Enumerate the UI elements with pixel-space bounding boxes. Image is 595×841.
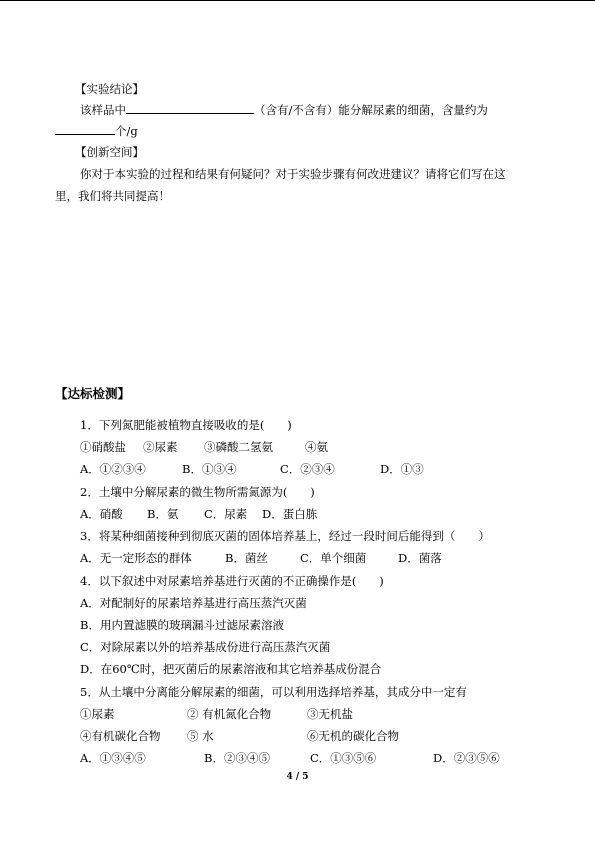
q5-item-1: ①尿素 bbox=[80, 707, 115, 721]
q5-item-4: ④有机碳化合物 bbox=[80, 729, 161, 743]
conclusion-line-1 bbox=[80, 102, 488, 117]
q4-option-a: A．对配制好的尿素培养基进行高压蒸汽灭菌 bbox=[80, 596, 307, 610]
q5-item-6: ⑥无机的碳化合物 bbox=[307, 729, 399, 743]
q2-option-b: B．氨 bbox=[147, 507, 179, 521]
conclusion-heading: 【实验结论】 bbox=[75, 82, 144, 96]
q3-option-d: D．菌落 bbox=[398, 551, 442, 565]
q5-item-5: ⑤ 水 bbox=[187, 729, 214, 743]
content-blank bbox=[55, 123, 115, 135]
q1-item-2: ②尿素 bbox=[143, 440, 178, 454]
q5-option-d: D．②③⑤⑥ bbox=[433, 751, 500, 765]
q5-option-c: C．①③⑤⑥ bbox=[310, 751, 377, 765]
q2-option-c: C．尿素 bbox=[204, 507, 248, 521]
conclusion-line-2 bbox=[55, 123, 138, 138]
q5-option-b: B．②③④⑤ bbox=[204, 751, 270, 765]
q5-option-a: A．①③④⑤ bbox=[80, 751, 146, 765]
q1-item-3: ③磷酸二氢氨 bbox=[204, 440, 273, 454]
innovation-heading: 【创新空间】 bbox=[75, 145, 144, 159]
q2-option-a: A．硝酸 bbox=[80, 507, 123, 521]
q2-option-d: D．蛋白胨 bbox=[262, 507, 318, 521]
q5-item-2: ② 有机氮化合物 bbox=[187, 707, 272, 721]
q3-option-b: B．菌丝 bbox=[225, 551, 268, 565]
q1-stem: 1．下列氮肥能被植物直接吸收的是( ) bbox=[80, 418, 292, 432]
q3-stem: 3．将某种细菌接种到彻底灭菌的固体培养基上，经过一段时间后能得到（ ） bbox=[80, 529, 490, 543]
page-top-border bbox=[0, 0, 595, 1]
page-number: 4 / 5 bbox=[286, 772, 309, 782]
unit-label: 个/g bbox=[115, 124, 138, 138]
q1-option-b: B．①③④ bbox=[182, 462, 237, 476]
presence-blank bbox=[126, 102, 254, 114]
q1-item-1: ①硝酸盐 bbox=[80, 440, 126, 454]
q5-item-3: ③无机盐 bbox=[307, 707, 353, 721]
q4-stem: 4．以下叙述中对尿素培养基进行灭菌的不正确操作是( ) bbox=[80, 574, 384, 588]
conclusion-line1-before: 该样品中 bbox=[80, 103, 126, 117]
q1-option-d: D．①③ bbox=[380, 462, 424, 476]
conclusion-line1-after: （含有/不含有）能分解尿素的细菌，含量约为 bbox=[254, 103, 488, 117]
q1-item-4: ④氨 bbox=[305, 440, 328, 454]
test-heading: 【达标检测】 bbox=[55, 386, 131, 401]
q3-option-c: C．单个细菌 bbox=[300, 551, 367, 565]
q1-option-c: C．②③④ bbox=[280, 462, 335, 476]
innovation-text-line-1: 你对于本实验的过程和结果有何疑问？对于实验步骤有何改进建议？请将它们写在这 bbox=[80, 167, 506, 181]
q3-option-a: A．无一定形态的群体 bbox=[80, 551, 192, 565]
q1-option-a: A．①②③④ bbox=[80, 462, 146, 476]
q5-stem: 5．从土壤中分离能分解尿素的细菌，可以利用选择培养基，其成分中一定有 bbox=[80, 685, 467, 699]
q2-stem: 2．土壤中分解尿素的微生物所需氮源为( ) bbox=[80, 485, 315, 499]
q4-option-c: C．对除尿素以外的培养基成份进行高压蒸汽灭菌 bbox=[80, 640, 331, 654]
q4-option-b: B．用内置滤膜的玻璃漏斗过滤尿素溶液 bbox=[80, 618, 284, 632]
innovation-text-line-2: 里，我们将共同提高！ bbox=[55, 189, 170, 203]
q4-option-d: D．在60℃时，把灭菌后的尿素溶液和其它培养基成份混合 bbox=[80, 662, 382, 676]
